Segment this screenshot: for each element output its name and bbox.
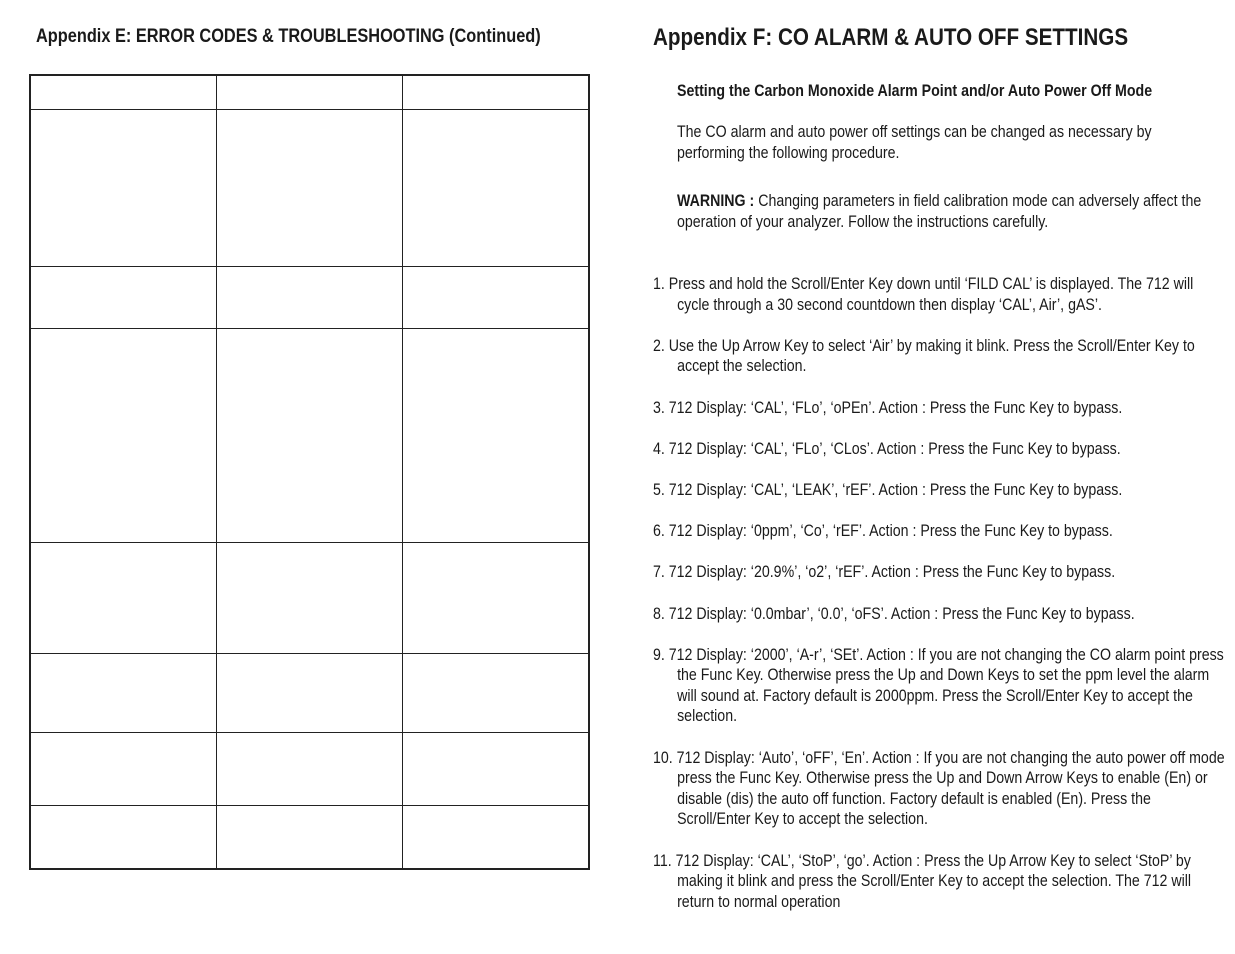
table-column-divider <box>402 76 403 868</box>
procedure-step: 3. 712 Display: ‘CAL’, ‘FLo’, ‘oPEn’. Action : Press the Func Key to bypass. <box>653 398 1123 417</box>
table-row-divider <box>31 266 588 267</box>
procedure-step: 10. 712 Display: ‘Auto’, ‘oFF’, ‘En’. Action : If you are not changing the auto power off mode press the Func Key. Otherwise press the Up and Down Arrow Keys to enable (En) or disable (dis) the auto off function. Factory default is enabled (En). Press the Scroll/Enter Key to accept the selection. <box>653 748 1225 829</box>
procedure-step: 8. 712 Display: ‘0.0mbar’, ‘0.0’, ‘oFS’. Action : Press the Func Key to bypass. <box>653 604 1135 623</box>
procedure-step: 5. 712 Display: ‘CAL’, ‘LEAK’, ‘rEF’. Action : Press the Func Key to bypass. <box>653 480 1123 499</box>
procedure-step: 6. 712 Display: ‘0ppm’, ‘Co’, ‘rEF’. Action : Press the Func Key to bypass. <box>653 522 1113 541</box>
table-row-divider <box>31 109 588 110</box>
left-page-title: Appendix E: ERROR CODES & TROUBLESHOOTING (Continued) <box>36 26 541 47</box>
left-page <box>0 0 617 954</box>
warning-label: WARNING : <box>677 192 755 210</box>
table-column-divider <box>216 76 217 868</box>
procedure-step: 1. Press and hold the Scroll/Enter Key down until ‘FILD CAL’ is displayed. The 712 will cycle through a 30 second countdown then display ‘CAL’, Air’, gAS’. <box>653 275 1194 314</box>
section-subtitle: Setting the Carbon Monoxide Alarm Point and/or Auto Power Off Mode <box>677 82 1153 100</box>
procedure-step: 11. 712 Display: ‘CAL’, ‘StoP’, ‘go’. Action : Press the Up Arrow Key to select ‘StoP’ by making it blink and press the Scroll/Enter Key to accept the selection. The 712 will return to normal operation <box>653 851 1192 911</box>
warning-text: Changing parameters in field calibration mode can adversely affect the operation of your analyzer. Follow the instructions carefully. <box>677 192 1202 231</box>
procedure-step: 7. 712 Display: ‘20.9%’, ‘o2’, ‘rEF’. Action : Press the Func Key to bypass. <box>653 563 1116 582</box>
procedure-steps <box>653 274 1225 933</box>
table-row-divider <box>31 653 588 654</box>
intro-paragraph: The CO alarm and auto power off settings can be changed as necessary by performing the following procedure. <box>677 123 1152 162</box>
error-codes-table <box>29 74 590 870</box>
right-page-title: Appendix F: CO ALARM & AUTO OFF SETTINGS <box>653 24 1129 51</box>
right-page <box>617 0 1235 954</box>
procedure-step: 2. Use the Up Arrow Key to select ‘Air’ by making it blink. Press the Scroll/Enter Key to accept the selection. <box>653 336 1195 376</box>
table-row-divider <box>31 805 588 806</box>
table-row-divider <box>31 328 588 329</box>
procedure-step: 9. 712 Display: ‘2000’, ‘A-r’, ‘SEt’. Action : If you are not changing the CO alarm point press the Func Key. Otherwise press the Up and Down Keys to set the ppm level the alarm will sound at. Factory default is 2000ppm. Press the Scroll/Enter Key to accept the selection. <box>653 645 1224 726</box>
table-row-divider <box>31 732 588 733</box>
procedure-step: 4. 712 Display: ‘CAL’, ‘FLo’, ‘CLos’. Action : Press the Func Key to bypass. <box>653 439 1121 458</box>
table-row-divider <box>31 542 588 543</box>
warning-paragraph <box>677 191 1219 233</box>
